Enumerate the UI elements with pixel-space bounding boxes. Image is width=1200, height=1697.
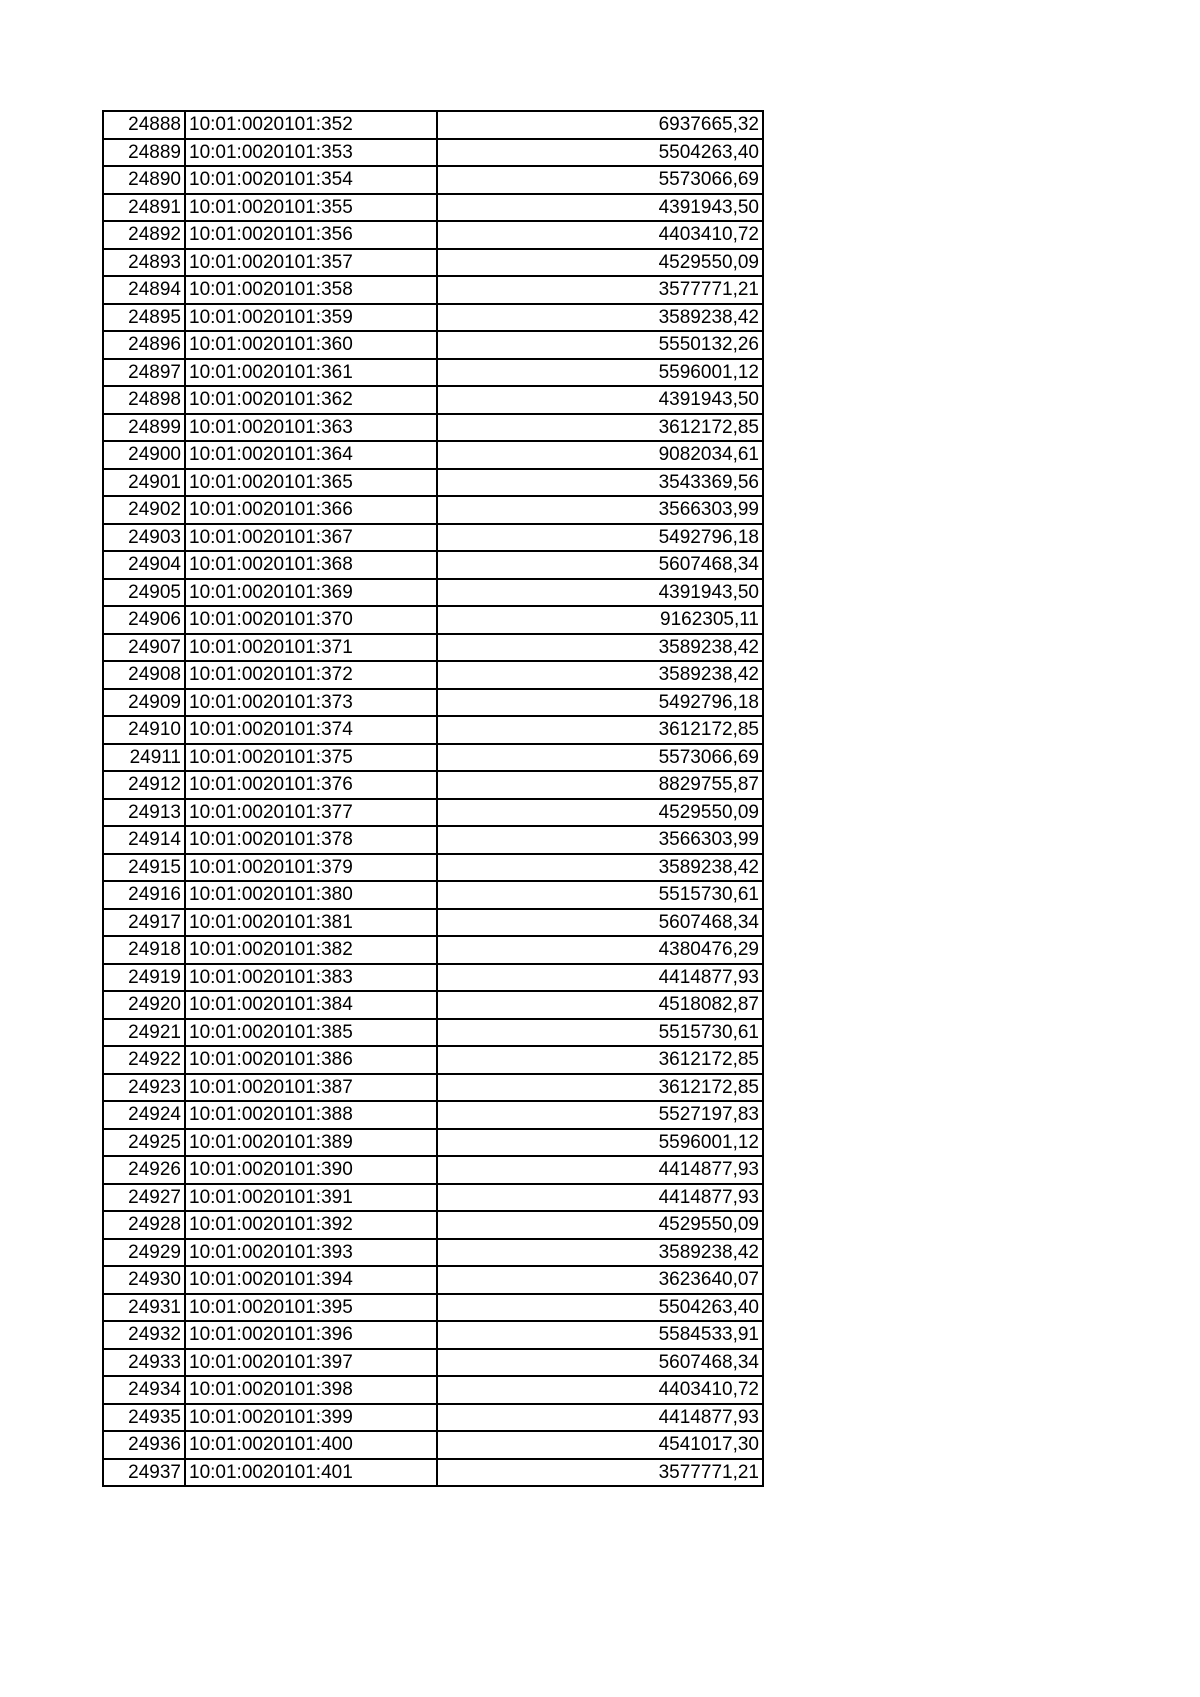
row-number-cell: 24896 — [103, 331, 185, 359]
table-row — [103, 414, 763, 442]
table-row — [103, 469, 763, 497]
value-cell: 4414877,93 — [437, 1156, 763, 1184]
value-cell: 5550132,26 — [437, 331, 763, 359]
table-row — [103, 551, 763, 579]
cadastral-number-cell: 10:01:0020101:356 — [185, 221, 437, 249]
cadastral-number-cell: 10:01:0020101:387 — [185, 1074, 437, 1102]
cadastral-number-cell: 10:01:0020101:386 — [185, 1046, 437, 1074]
row-number-cell: 24922 — [103, 1046, 185, 1074]
value-cell: 5584533,91 — [437, 1321, 763, 1349]
value-cell: 3612172,85 — [437, 1046, 763, 1074]
value-cell: 4518082,87 — [437, 991, 763, 1019]
table-row — [103, 1294, 763, 1322]
cadastral-number-cell: 10:01:0020101:379 — [185, 854, 437, 882]
value-cell: 5492796,18 — [437, 689, 763, 717]
cadastral-number-cell: 10:01:0020101:378 — [185, 826, 437, 854]
cadastral-number-cell: 10:01:0020101:382 — [185, 936, 437, 964]
value-cell: 5515730,61 — [437, 1019, 763, 1047]
value-cell: 5492796,18 — [437, 524, 763, 552]
cadastral-number-cell: 10:01:0020101:372 — [185, 661, 437, 689]
cadastral-number-cell: 10:01:0020101:399 — [185, 1404, 437, 1432]
table-row — [103, 1376, 763, 1404]
row-number-cell: 24904 — [103, 551, 185, 579]
value-cell: 8829755,87 — [437, 771, 763, 799]
value-cell: 5573066,69 — [437, 166, 763, 194]
row-number-cell: 24911 — [103, 744, 185, 772]
value-cell: 9162305,11 — [437, 606, 763, 634]
table-row — [103, 1321, 763, 1349]
cadastral-number-cell: 10:01:0020101:400 — [185, 1431, 437, 1459]
table-row — [103, 1101, 763, 1129]
cadastral-number-cell: 10:01:0020101:374 — [185, 716, 437, 744]
cadastral-number-cell: 10:01:0020101:398 — [185, 1376, 437, 1404]
row-number-cell: 24927 — [103, 1184, 185, 1212]
value-cell: 4529550,09 — [437, 249, 763, 277]
value-cell: 4391943,50 — [437, 386, 763, 414]
row-number-cell: 24932 — [103, 1321, 185, 1349]
value-cell: 3577771,21 — [437, 276, 763, 304]
row-number-cell: 24937 — [103, 1459, 185, 1487]
cadastral-number-cell: 10:01:0020101:390 — [185, 1156, 437, 1184]
cadastral-number-cell: 10:01:0020101:358 — [185, 276, 437, 304]
value-cell: 5607468,34 — [437, 1349, 763, 1377]
table-row — [103, 386, 763, 414]
table-row — [103, 1459, 763, 1487]
table-row — [103, 331, 763, 359]
row-number-cell: 24906 — [103, 606, 185, 634]
table-row — [103, 771, 763, 799]
row-number-cell: 24925 — [103, 1129, 185, 1157]
table-row — [103, 1431, 763, 1459]
cadastral-number-cell: 10:01:0020101:394 — [185, 1266, 437, 1294]
cadastral-number-cell: 10:01:0020101:361 — [185, 359, 437, 387]
value-cell: 5504263,40 — [437, 1294, 763, 1322]
table-row — [103, 1266, 763, 1294]
table-row — [103, 799, 763, 827]
row-number-cell: 24901 — [103, 469, 185, 497]
value-cell: 4391943,50 — [437, 194, 763, 222]
value-cell: 3543369,56 — [437, 469, 763, 497]
table-row — [103, 606, 763, 634]
value-cell: 3612172,85 — [437, 414, 763, 442]
row-number-cell: 24890 — [103, 166, 185, 194]
cadastral-number-cell: 10:01:0020101:360 — [185, 331, 437, 359]
value-cell: 3589238,42 — [437, 854, 763, 882]
cadastral-number-cell: 10:01:0020101:389 — [185, 1129, 437, 1157]
table-row — [103, 359, 763, 387]
value-cell: 3623640,07 — [437, 1266, 763, 1294]
row-number-cell: 24889 — [103, 139, 185, 167]
row-number-cell: 24921 — [103, 1019, 185, 1047]
cadastral-number-cell: 10:01:0020101:380 — [185, 881, 437, 909]
value-cell: 3566303,99 — [437, 496, 763, 524]
table-row — [103, 1019, 763, 1047]
value-cell: 3589238,42 — [437, 304, 763, 332]
value-cell: 6937665,32 — [437, 111, 763, 139]
value-cell: 4541017,30 — [437, 1431, 763, 1459]
table-row — [103, 1156, 763, 1184]
cadastral-number-cell: 10:01:0020101:391 — [185, 1184, 437, 1212]
cadastral-number-cell: 10:01:0020101:371 — [185, 634, 437, 662]
data-table — [102, 110, 764, 1487]
cadastral-number-cell: 10:01:0020101:401 — [185, 1459, 437, 1487]
row-number-cell: 24895 — [103, 304, 185, 332]
value-cell: 3612172,85 — [437, 716, 763, 744]
table-row — [103, 1349, 763, 1377]
value-cell: 5596001,12 — [437, 1129, 763, 1157]
value-cell: 4403410,72 — [437, 1376, 763, 1404]
row-number-cell: 24891 — [103, 194, 185, 222]
cadastral-number-cell: 10:01:0020101:367 — [185, 524, 437, 552]
cadastral-number-cell: 10:01:0020101:359 — [185, 304, 437, 332]
table-row — [103, 826, 763, 854]
table-row — [103, 689, 763, 717]
table-row — [103, 854, 763, 882]
row-number-cell: 24900 — [103, 441, 185, 469]
cadastral-number-cell: 10:01:0020101:362 — [185, 386, 437, 414]
table-row — [103, 579, 763, 607]
row-number-cell: 24894 — [103, 276, 185, 304]
row-number-cell: 24915 — [103, 854, 185, 882]
table-row — [103, 881, 763, 909]
cadastral-number-cell: 10:01:0020101:392 — [185, 1211, 437, 1239]
value-cell: 3566303,99 — [437, 826, 763, 854]
cadastral-number-cell: 10:01:0020101:381 — [185, 909, 437, 937]
cadastral-number-cell: 10:01:0020101:368 — [185, 551, 437, 579]
value-cell: 4391943,50 — [437, 579, 763, 607]
row-number-cell: 24910 — [103, 716, 185, 744]
row-number-cell: 24934 — [103, 1376, 185, 1404]
table-row — [103, 249, 763, 277]
row-number-cell: 24897 — [103, 359, 185, 387]
row-number-cell: 24909 — [103, 689, 185, 717]
row-number-cell: 24907 — [103, 634, 185, 662]
table-row — [103, 276, 763, 304]
cadastral-number-cell: 10:01:0020101:354 — [185, 166, 437, 194]
value-cell: 4380476,29 — [437, 936, 763, 964]
table-row — [103, 1211, 763, 1239]
value-cell: 5573066,69 — [437, 744, 763, 772]
row-number-cell: 24919 — [103, 964, 185, 992]
cadastral-number-cell: 10:01:0020101:355 — [185, 194, 437, 222]
row-number-cell: 24923 — [103, 1074, 185, 1102]
cadastral-number-cell: 10:01:0020101:375 — [185, 744, 437, 772]
cadastral-number-cell: 10:01:0020101:393 — [185, 1239, 437, 1267]
row-number-cell: 24892 — [103, 221, 185, 249]
table-row — [103, 1046, 763, 1074]
table-row — [103, 496, 763, 524]
row-number-cell: 24920 — [103, 991, 185, 1019]
table-row — [103, 716, 763, 744]
cadastral-number-cell: 10:01:0020101:384 — [185, 991, 437, 1019]
value-cell: 4403410,72 — [437, 221, 763, 249]
value-cell: 5527197,83 — [437, 1101, 763, 1129]
row-number-cell: 24928 — [103, 1211, 185, 1239]
table-row — [103, 744, 763, 772]
row-number-cell: 24935 — [103, 1404, 185, 1432]
table-row — [103, 524, 763, 552]
table-row — [103, 221, 763, 249]
cadastral-number-cell: 10:01:0020101:353 — [185, 139, 437, 167]
row-number-cell: 24930 — [103, 1266, 185, 1294]
cadastral-number-cell: 10:01:0020101:366 — [185, 496, 437, 524]
row-number-cell: 24893 — [103, 249, 185, 277]
cadastral-number-cell: 10:01:0020101:373 — [185, 689, 437, 717]
cadastral-number-cell: 10:01:0020101:377 — [185, 799, 437, 827]
cadastral-number-cell: 10:01:0020101:376 — [185, 771, 437, 799]
table-row — [103, 441, 763, 469]
value-cell: 3589238,42 — [437, 661, 763, 689]
value-cell: 9082034,61 — [437, 441, 763, 469]
row-number-cell: 24898 — [103, 386, 185, 414]
cadastral-number-cell: 10:01:0020101:395 — [185, 1294, 437, 1322]
cadastral-number-cell: 10:01:0020101:397 — [185, 1349, 437, 1377]
table-row — [103, 139, 763, 167]
cadastral-number-cell: 10:01:0020101:396 — [185, 1321, 437, 1349]
table-row — [103, 1074, 763, 1102]
cadastral-number-cell: 10:01:0020101:369 — [185, 579, 437, 607]
table-row — [103, 909, 763, 937]
table-row — [103, 964, 763, 992]
value-cell: 5607468,34 — [437, 551, 763, 579]
value-cell: 4529550,09 — [437, 1211, 763, 1239]
table-row — [103, 661, 763, 689]
value-cell: 3589238,42 — [437, 634, 763, 662]
value-cell: 3589238,42 — [437, 1239, 763, 1267]
cadastral-number-cell: 10:01:0020101:363 — [185, 414, 437, 442]
value-cell: 5515730,61 — [437, 881, 763, 909]
table-row — [103, 991, 763, 1019]
value-cell: 3612172,85 — [437, 1074, 763, 1102]
row-number-cell: 24918 — [103, 936, 185, 964]
row-number-cell: 24929 — [103, 1239, 185, 1267]
table-row — [103, 111, 763, 139]
row-number-cell: 24936 — [103, 1431, 185, 1459]
table-row — [103, 634, 763, 662]
cadastral-number-cell: 10:01:0020101:370 — [185, 606, 437, 634]
value-cell: 4414877,93 — [437, 964, 763, 992]
cadastral-number-cell: 10:01:0020101:383 — [185, 964, 437, 992]
value-cell: 4529550,09 — [437, 799, 763, 827]
table-row — [103, 936, 763, 964]
table-row — [103, 166, 763, 194]
row-number-cell: 24926 — [103, 1156, 185, 1184]
table-row — [103, 1239, 763, 1267]
cadastral-number-cell: 10:01:0020101:364 — [185, 441, 437, 469]
row-number-cell: 24902 — [103, 496, 185, 524]
row-number-cell: 24903 — [103, 524, 185, 552]
value-cell: 4414877,93 — [437, 1404, 763, 1432]
row-number-cell: 24912 — [103, 771, 185, 799]
cadastral-number-cell: 10:01:0020101:388 — [185, 1101, 437, 1129]
row-number-cell: 24899 — [103, 414, 185, 442]
table-row — [103, 1404, 763, 1432]
table-row — [103, 304, 763, 332]
row-number-cell: 24924 — [103, 1101, 185, 1129]
value-cell: 3577771,21 — [437, 1459, 763, 1487]
table-body — [103, 111, 763, 1486]
row-number-cell: 24931 — [103, 1294, 185, 1322]
table-row — [103, 194, 763, 222]
row-number-cell: 24888 — [103, 111, 185, 139]
row-number-cell: 24905 — [103, 579, 185, 607]
row-number-cell: 24917 — [103, 909, 185, 937]
row-number-cell: 24914 — [103, 826, 185, 854]
value-cell: 5504263,40 — [437, 139, 763, 167]
row-number-cell: 24933 — [103, 1349, 185, 1377]
cadastral-number-cell: 10:01:0020101:357 — [185, 249, 437, 277]
value-cell: 5596001,12 — [437, 359, 763, 387]
cadastral-number-cell: 10:01:0020101:385 — [185, 1019, 437, 1047]
row-number-cell: 24908 — [103, 661, 185, 689]
table-row — [103, 1129, 763, 1157]
cadastral-number-cell: 10:01:0020101:352 — [185, 111, 437, 139]
cadastral-number-cell: 10:01:0020101:365 — [185, 469, 437, 497]
value-cell: 4414877,93 — [437, 1184, 763, 1212]
table-row — [103, 1184, 763, 1212]
row-number-cell: 24913 — [103, 799, 185, 827]
value-cell: 5607468,34 — [437, 909, 763, 937]
row-number-cell: 24916 — [103, 881, 185, 909]
